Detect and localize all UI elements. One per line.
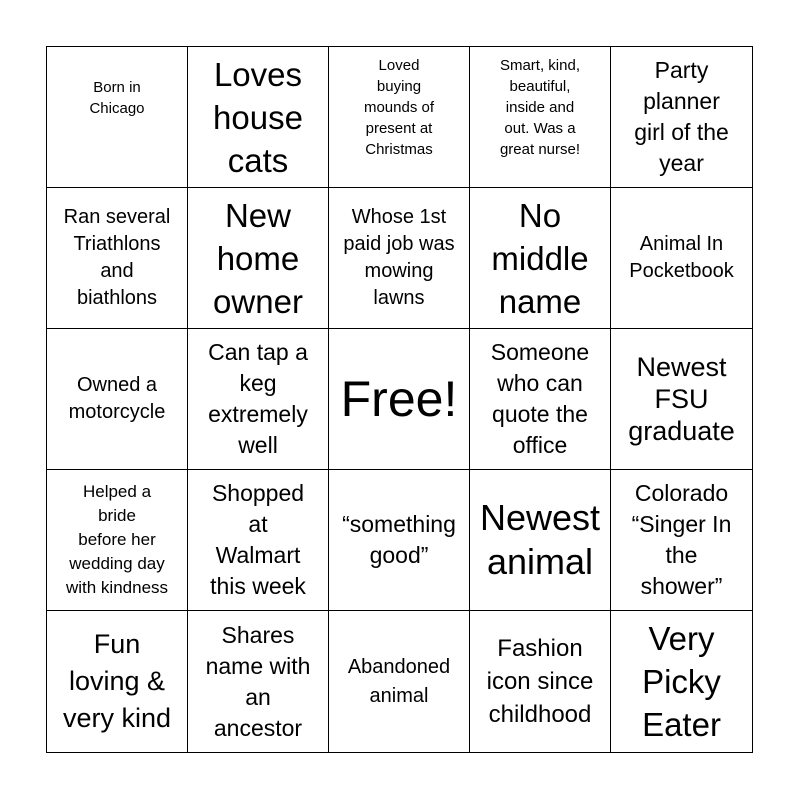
bingo-cell-r1c2[interactable] [188,47,329,188]
bingo-cell-r2c3[interactable] [329,188,470,329]
bingo-cell-r2c1[interactable] [47,188,188,329]
bingo-cell-r5c5[interactable] [611,611,752,752]
bingo-cell-r4c3[interactable] [329,470,470,611]
bingo-cell-r3c3-free[interactable] [329,329,470,470]
bingo-cell-r3c4[interactable] [470,329,611,470]
bingo-cell-r1c4[interactable] [470,47,611,188]
bingo-cell-text: Someone who can quote the office [490,339,590,458]
bingo-cell-r2c2[interactable] [188,188,329,329]
bingo-cell-text: Shares name with an ancestor [205,621,311,741]
bingo-cell-text: Fun loving & very kind [62,629,172,733]
bingo-cell-r5c1[interactable] [47,611,188,752]
bingo-cell-text: Smart, kind, beautiful, inside and out. Was a great nurse! [499,57,581,158]
bingo-cell-text: Newest FSU graduate [628,352,735,446]
bingo-cell-r1c1[interactable] [47,47,188,188]
bingo-cell-r5c4[interactable] [470,611,611,752]
bingo-cell-text: No middle name [491,196,589,320]
bingo-cell-text: Animal In Pocketbook [629,233,734,282]
bingo-cell-r3c5[interactable] [611,329,752,470]
bingo-cell-text: Very Picky Eater [642,620,721,743]
bingo-cell-text: New home owner [213,196,303,320]
bingo-cell-r5c3[interactable] [329,611,470,752]
bingo-cell-r2c5[interactable] [611,188,752,329]
bingo-cell-text: Ran several Triathlons and biathlons [63,206,171,309]
bingo-cell-text: Whose 1st paid job was mowing lawns [343,206,455,309]
bingo-card [46,46,753,753]
bingo-cell-r4c5[interactable] [611,470,752,611]
bingo-cell-r3c1[interactable] [47,329,188,470]
bingo-cell-r1c5[interactable] [611,47,752,188]
free-space-label: Free! [340,371,458,427]
bingo-cell-text: Loves house cats [213,55,303,179]
bingo-cell-r5c2[interactable] [188,611,329,752]
bingo-cell-text: “something good” [342,511,456,568]
bingo-cell-text: Abandoned animal [347,655,451,707]
bingo-cell-text: Newest animal [479,497,601,582]
bingo-cell-r4c4[interactable] [470,470,611,611]
bingo-cell-r4c1[interactable] [47,470,188,611]
bingo-cell-text: Colorado “Singer In the shower” [631,480,732,599]
bingo-cell-r1c3[interactable] [329,47,470,188]
bingo-cell-r2c4[interactable] [470,188,611,329]
bingo-cell-text: Shopped at Walmart this week [210,480,306,599]
bingo-cell-text: Can tap a keg extremely well [208,339,308,458]
bingo-cell-r3c2[interactable] [188,329,329,470]
bingo-cell-text: Owned a motorcycle [68,374,166,423]
bingo-cell-text: Helped a bride before her wedding day with kindness [65,482,169,597]
bingo-cell-text: Fashion icon since childhood [486,635,594,728]
bingo-cell-text: Born in Chicago [89,79,145,117]
bingo-cell-r4c2[interactable] [188,470,329,611]
bingo-cell-text: Loved buying mounds of present at Christmas [363,57,435,158]
bingo-cell-text: Party planner girl of the year [634,57,729,176]
